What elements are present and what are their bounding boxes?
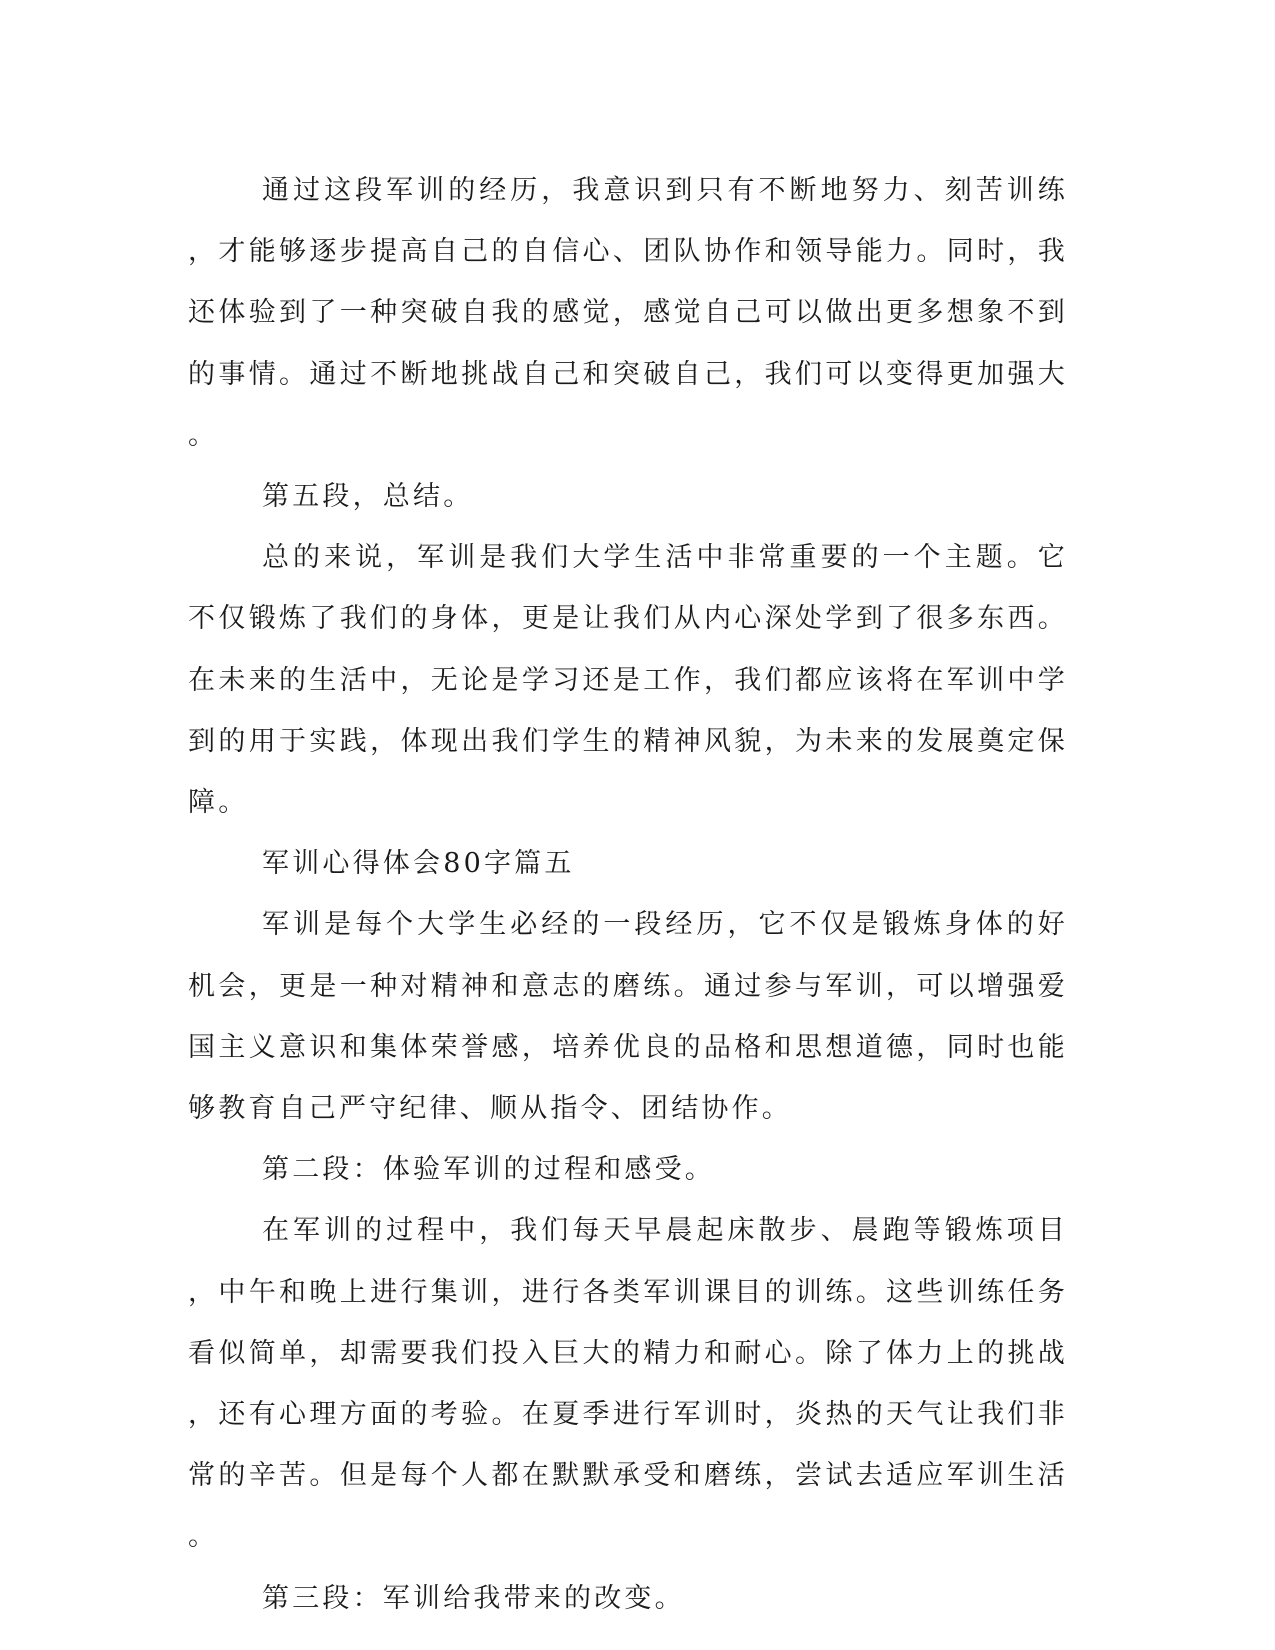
section-heading-part-two: 第二段：体验军训的过程和感受。 <box>262 1154 715 1186</box>
section-heading-part-five: 第五段，总结。 <box>262 481 474 513</box>
paragraph-training-experience: 在军训的过程中，我们每天早晨起床散步、晨跑等锻炼项目，中午和晚上进行集训，进行各类军训课目的训练。这些训练任务看似简单，却需要我们投入巨大的精力和耐心。除了体力上的挑战，还有心理方面的考验。在夏季进行军训时，炎热的天气让我们非常的辛苦。但是每个人都在默默承受和磨练，尝试去适应军训生活。 <box>188 1215 1068 1553</box>
section-heading-part-three: 第三段：军训给我带来的改变。 <box>262 1582 685 1614</box>
document-body <box>188 160 1068 1629</box>
essay-title-part-five: 军训心得体会80字篇五 <box>262 848 575 880</box>
paragraph-reflection: 通过这段军训的经历，我意识到只有不断地努力、刻苦训练，才能够逐步提高自己的自信心、团队协作和领导能力。同时，我还体验到了一种突破自我的感觉，感觉自己可以做出更多想象不到的事情。通过不断地挑战自己和突破自己，我们可以变得更加强大。 <box>188 175 1068 451</box>
paragraph-introduction: 军训是每个大学生必经的一段经历，它不仅是锻炼身体的好机会，更是一种对精神和意志的磨练。通过参与军训，可以增强爱国主义意识和集体荣誉感，培养优良的品格和思想道德，同时也能够教育自己严守纪律、顺从指令、团结协作。 <box>188 909 1068 1125</box>
paragraph-summary: 总的来说，军训是我们大学生活中非常重要的一个主题。它不仅锻炼了我们的身体，更是让我们从内心深处学到了很多东西。在未来的生活中，无论是学习还是工作，我们都应该将在军训中学到的用于实践，体现出我们学生的精神风貌，为未来的发展奠定保障。 <box>188 542 1068 819</box>
